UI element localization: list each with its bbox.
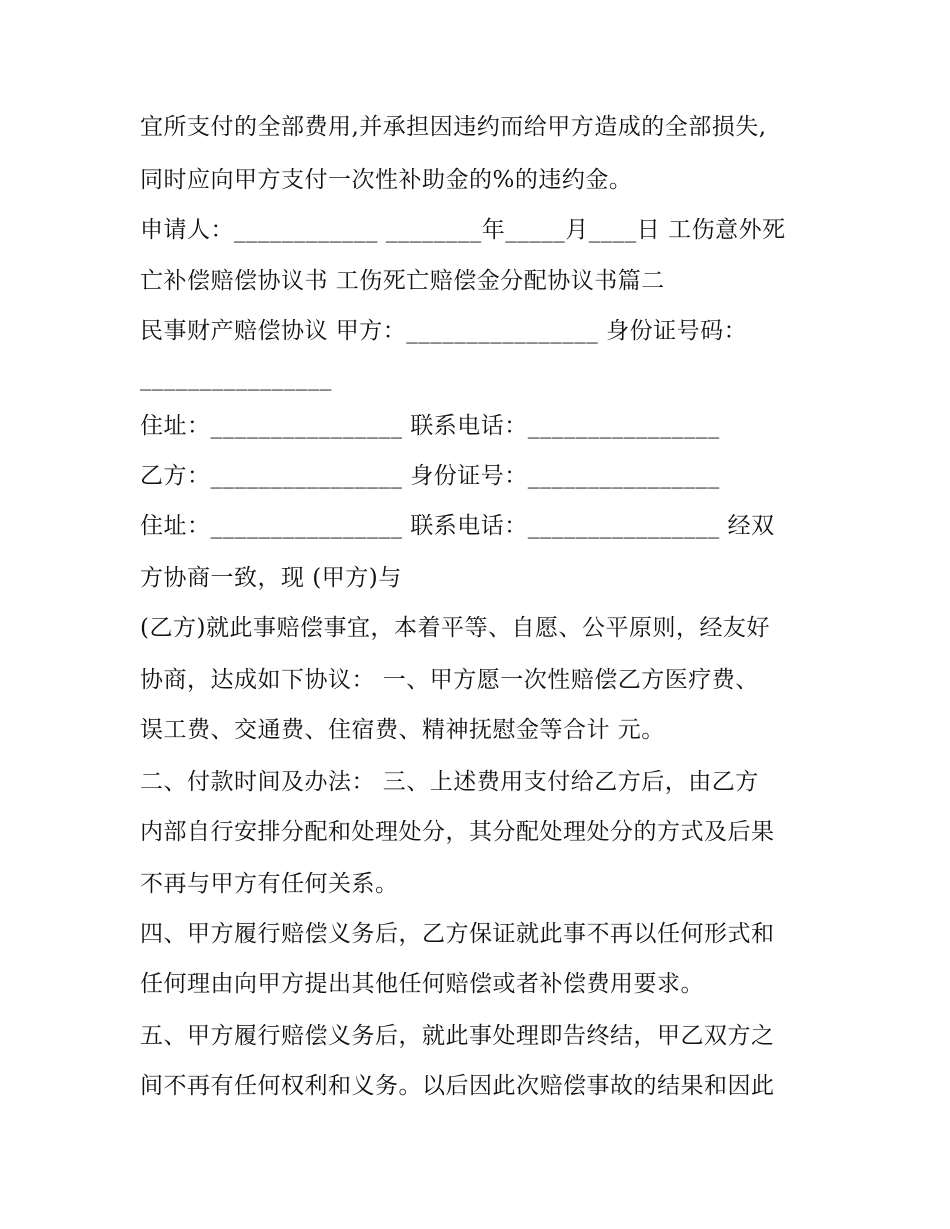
text-line: 误工费、交通费、住宿费、精神抚慰金等合计 元。	[140, 717, 665, 743]
text-line: 方协商一致，现 (甲方)与	[140, 565, 402, 591]
text-line: 住址：________________ 联系电话：________________ 经双	[140, 513, 775, 539]
text-line: ________________	[140, 365, 332, 391]
text-line: 五、甲方履行赔偿义务后，就此事处理即告终结，甲乙双方之	[140, 1023, 775, 1049]
text-line: 四、甲方履行赔偿义务后，乙方保证就此事不再以任何形式和	[140, 921, 775, 947]
text-line: 住址：________________ 联系电话：________________	[140, 413, 720, 439]
text-line: 内部自行安排分配和处理处分，其分配处理处分的方式及后果	[140, 819, 775, 845]
text-line: 不再与甲方有任何关系。	[140, 871, 399, 897]
text-line: (乙方)就此事赔偿事宜，本着平等、自愿、公平原则，经友好	[140, 615, 770, 641]
text-line: 协商，达成如下协议： 一、甲方愿一次性赔偿乙方医疗费、	[140, 667, 759, 693]
text-line: 任何理由向甲方提出其他任何赔偿或者补偿费用要求。	[140, 971, 704, 997]
text-line: 民事财产赔偿协议 甲方：________________ 身份证号码：	[140, 318, 748, 344]
text-line: 二、付款时间及办法： 三、上述费用支付给乙方后，由乙方	[140, 769, 759, 795]
text-line: 乙方：________________ 身份证号：________________	[140, 463, 720, 489]
text-line: 申请人：____________ ________年_____月____日 工伤意外死	[140, 217, 786, 243]
text-line: 间不再有任何权利和义务。以后因此次赔偿事故的结果和因此	[140, 1073, 775, 1099]
text-line: 同时应向甲方支付一次性补助金的%的违约金。	[140, 167, 633, 193]
text-line: 宜所支付的全部费用,并承担因违约而给甲方造成的全部损失,	[140, 114, 767, 140]
text-line: 亡补偿赔偿协议书 工伤死亡赔偿金分配协议书篇二	[140, 268, 665, 294]
